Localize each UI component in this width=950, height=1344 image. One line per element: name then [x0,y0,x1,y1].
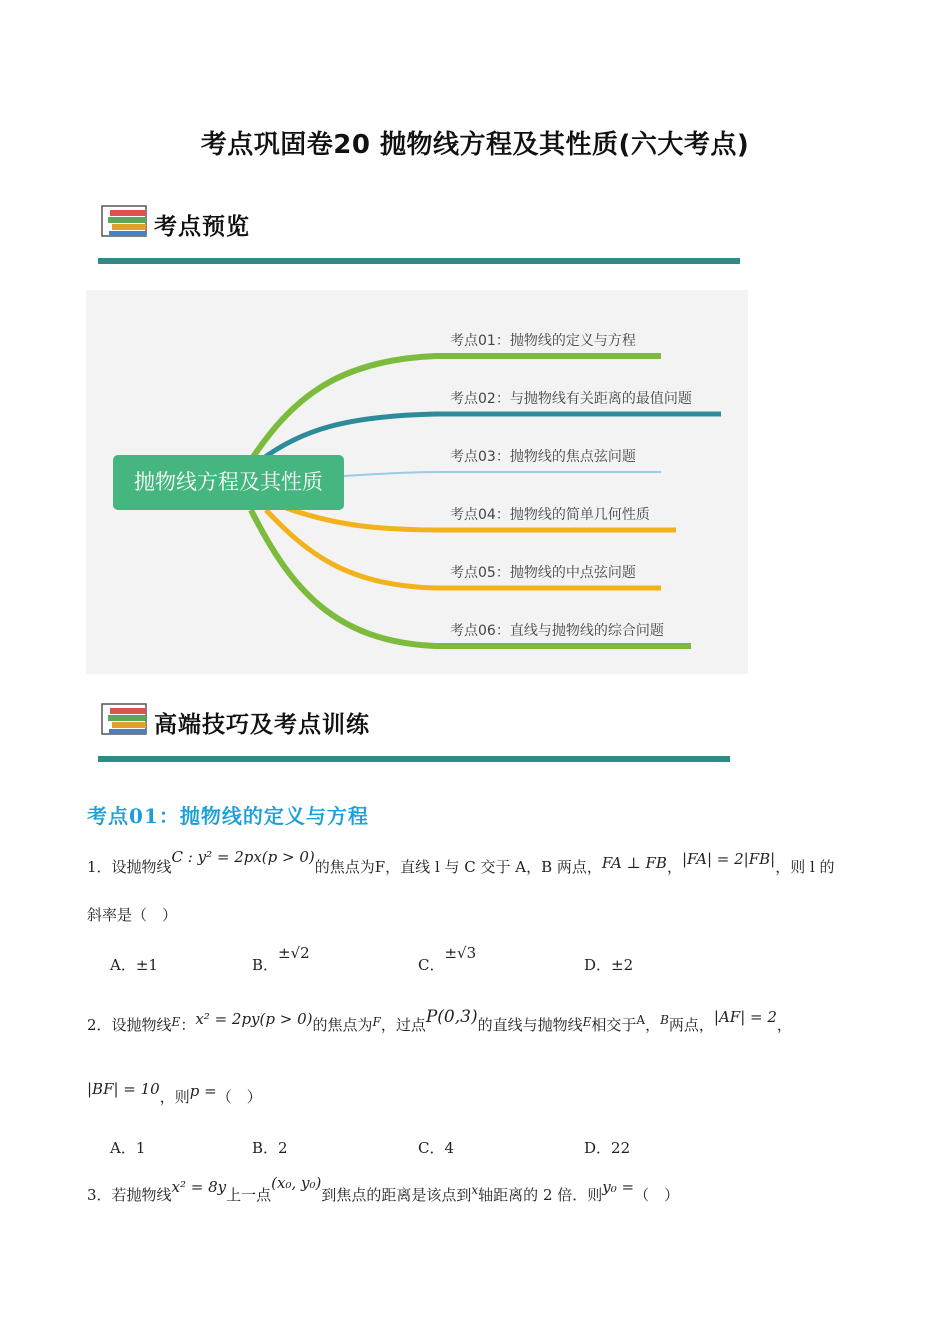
page-title: 考点巩固卷20 抛物线方程及其性质(六大考点) [200,130,750,160]
q2-text2: ，过点 [380,1016,426,1034]
q2-text4: 相交于 [591,1016,637,1034]
q2-E2: E [582,1015,592,1029]
section-header-preview [98,198,740,264]
q2-BF: |BF| = 10 [87,1080,160,1098]
q1-option-d: D．±2 [584,956,634,974]
q2-text6: ，则 [159,1088,190,1106]
mindmap-item: 考点01：抛物线的定义与方程 [450,333,636,349]
kp01-title: 考点01：抛物线的定义与方程 [87,804,369,828]
q3-text2: 到焦点的距离是该点到 [321,1186,472,1204]
mindmap [86,290,748,674]
q2-option-c: C．4 [418,1139,455,1157]
q1-line1 [87,848,835,877]
q1-text: 的焦点为F，直线 l 与 C 交于 A，B 两点， [314,858,602,876]
q2-line2 [87,1080,262,1107]
section-label: 高端技巧及考点训练 [154,711,370,738]
mindmap-item: 考点06：直线与抛物线的综合问题 [450,623,664,639]
q3-x: x [471,1183,479,1197]
section-header-training [98,696,730,762]
section-divider [98,258,740,264]
q2-text5: 两点， [668,1016,714,1034]
q1-option-c-math: ±√3 [444,944,477,962]
q1-option-b [252,944,310,975]
branch-1 [251,356,661,460]
q2-colon: ： [180,1016,196,1034]
q2-E: E [171,1015,181,1029]
q2-option-d: D．22 [584,1139,631,1157]
q3-point: (x₀, y₀) [271,1174,322,1192]
q3-text3: 轴距离的 2 倍．则 [478,1186,603,1204]
mindmap-item: 考点05：抛物线的中点弦问题 [450,565,636,581]
mindmap-root: 抛物线方程及其性质 [113,455,344,510]
q2-A: A [636,1013,646,1027]
q2-comma2: ， [776,1016,792,1034]
q2-F: F [372,1015,381,1029]
q3-num: 3．若抛物线 [87,1186,172,1204]
q2-text3: 的直线与抛物线 [477,1016,583,1034]
q1-comma: ， [666,858,682,876]
q1-num: 1．设抛物线 [87,858,172,876]
q2-line1 [87,1007,792,1035]
q2-text7: （ ） [216,1088,262,1106]
q2-option-a: A．1 [110,1139,146,1157]
q1-option-b-label: B． [252,956,279,974]
q2-text1: 的焦点为 [312,1016,373,1034]
q1-option-b-math: ±√2 [278,944,310,962]
books-icon [100,202,152,242]
q1-text2: ，则 l 的 [775,858,835,876]
mindmap-item: 考点03：抛物线的焦点弦问题 [450,449,636,465]
q1-line2: 斜率是（ ） [87,906,178,924]
q3-text1: 上一点 [226,1186,272,1204]
books-icon [100,700,152,740]
q1-option-a: A．±1 [110,956,158,974]
mindmap-item: 考点04：抛物线的简单几何性质 [450,507,650,523]
q2-B: B [660,1013,669,1027]
q2-option-b: B．2 [252,1139,288,1157]
q1-option-c [418,944,477,975]
q2-math1: x² = 2py(p > 0) [195,1010,313,1028]
section-label: 考点预览 [154,213,250,240]
mindmap-item: 考点02：与抛物线有关距离的最值问题 [450,391,692,407]
q2-comma1: ， [645,1016,661,1034]
q3-y0: y₀ = [602,1178,635,1196]
q1-math3: |FA| = 2|FB| [681,850,776,868]
q3-text4: （ ） [634,1186,680,1204]
q2-AF: |AF| = 2 [713,1008,777,1026]
q1-math1: C : y² = 2px(p > 0) [171,848,315,866]
q3-line1 [87,1174,680,1205]
q2-p: p = [189,1082,217,1100]
q3-math1: x² = 8y [171,1178,227,1196]
q1-option-c-label: C． [418,956,445,974]
section-divider [98,756,730,762]
q1-math2: FA ⊥ FB [601,854,667,872]
q2-P: P(0,3) [425,1007,478,1027]
branch-3 [344,472,661,476]
q2-num: 2．设抛物线 [87,1016,172,1034]
